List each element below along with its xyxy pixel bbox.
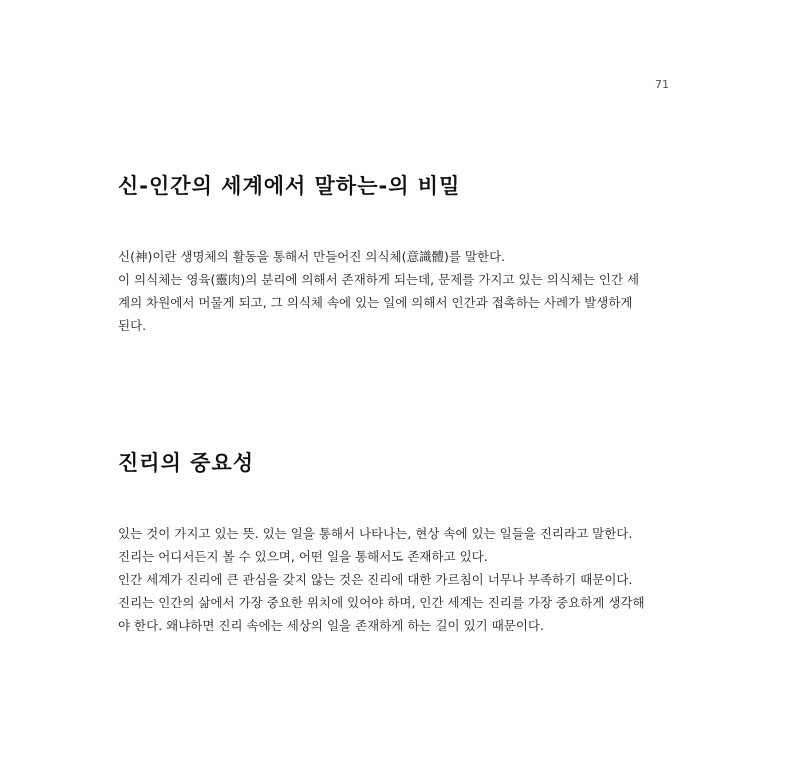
section-body — [118, 522, 698, 637]
body-line: 이 의식체는 영육(靈肉)의 분리에 의해서 존재하게 되는데, 문제를 가지고 있는 의식체는 인간 세 — [118, 272, 640, 287]
body-line: 된다. — [118, 318, 147, 333]
body-line: 진리는 인간의 삶에서 가장 중요한 위치에 있어야 하며, 인간 세계는 진리를 가장 중요하게 생각해 — [118, 595, 645, 610]
section-body — [118, 245, 698, 337]
body-line: 계의 차원에서 머물게 되고, 그 의식체 속에 있는 일에 의해서 인간과 접촉하는 사례가 발생하게 — [118, 295, 633, 310]
body-line: 인간 세계가 진리에 큰 관심을 갖지 않는 것은 진리에 대한 가르침이 너무나 부족하기 때문이다. — [118, 572, 633, 587]
section-god — [118, 168, 698, 337]
body-line: 있는 것이 가지고 있는 뜻. 있는 일을 통해서 나타나는, 현상 속에 있는 일들을 진리라고 말한다. — [118, 526, 633, 541]
section-heading: 신-인간의 세계에서 말하는-의 비밀 — [118, 174, 461, 198]
page-number: 71 — [655, 78, 669, 91]
section-heading: 진리의 중요성 — [118, 451, 255, 475]
body-line: 진리는 어디서든지 볼 수 있으며, 어떤 일을 통해서도 존재하고 있다. — [118, 549, 488, 564]
body-line: 야 한다. 왜냐하면 진리 속에는 세상의 일을 존재하게 하는 길이 있기 때문이다. — [118, 618, 544, 633]
section-truth — [118, 445, 698, 637]
body-line: 신(神)이란 생명체의 활동을 통해서 만들어진 의식체(意識體)를 말한다. — [118, 249, 506, 264]
